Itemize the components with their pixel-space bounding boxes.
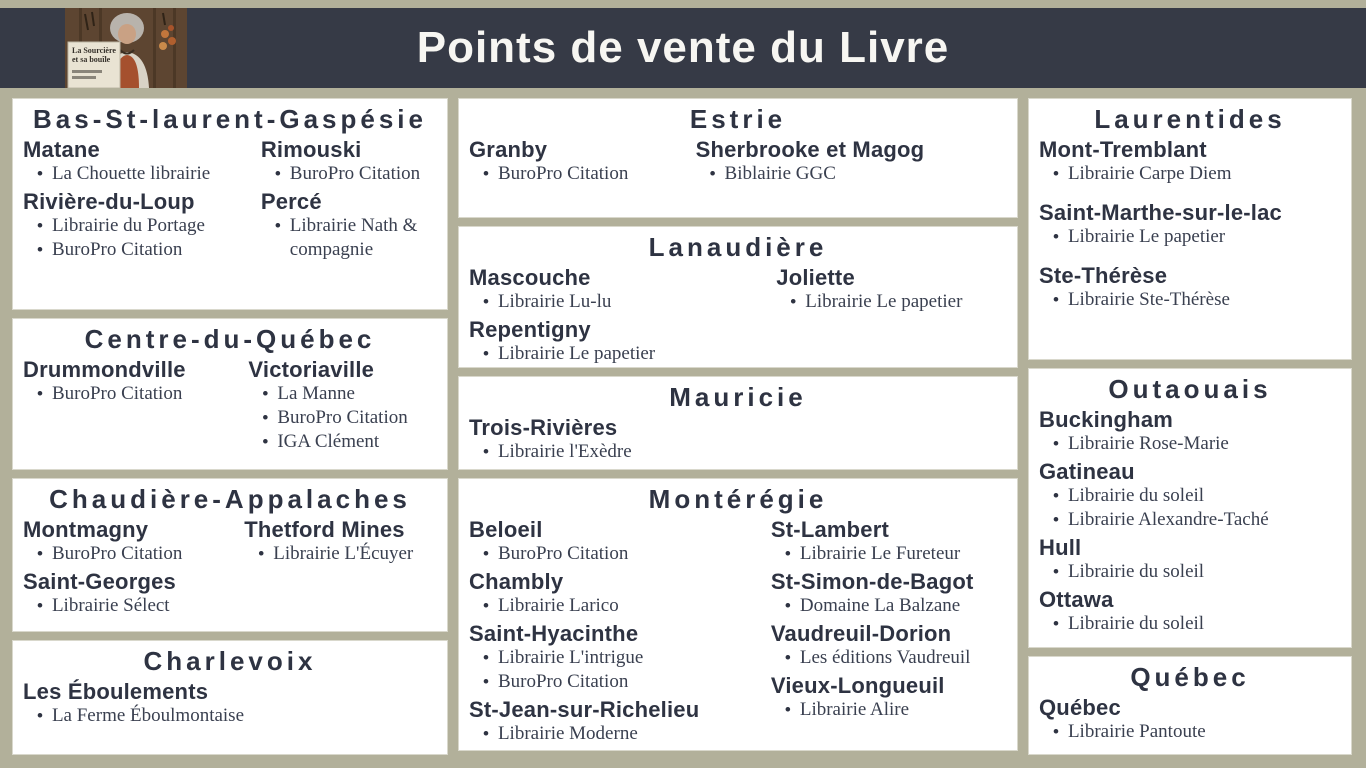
- city-group: [1039, 200, 1341, 249]
- store-name: La Manne: [277, 383, 355, 404]
- store-item: [275, 162, 443, 186]
- city-name: Sherbrooke et Magog: [695, 137, 925, 162]
- store-list: [771, 542, 1013, 566]
- city-group: [1039, 137, 1341, 186]
- region-body: [469, 415, 1007, 467]
- bullet-icon: •: [37, 706, 43, 725]
- store-name: Librairie du Portage: [51, 215, 205, 236]
- city-name: Thetford Mines: [244, 517, 405, 542]
- store-list: [1039, 288, 1341, 312]
- region-body: [469, 265, 1007, 368]
- bullet-icon: •: [483, 724, 489, 743]
- store-item: [37, 214, 255, 238]
- region-card: [12, 478, 448, 632]
- region-card: [12, 640, 448, 755]
- store-list: [261, 162, 443, 186]
- city-name: Vieux-Longueuil: [770, 673, 945, 698]
- city-group: [23, 137, 255, 186]
- bullet-icon: •: [784, 648, 791, 667]
- store-list: [261, 214, 443, 262]
- store-name: BuroPro Citation: [51, 383, 183, 404]
- store-name: BuroPro Citation: [277, 407, 408, 428]
- bullet-icon: •: [784, 596, 791, 615]
- store-name: Librairie Le papetier: [1067, 226, 1226, 247]
- region-subcolumn: [23, 357, 242, 457]
- store-name: Domaine La Balzane: [799, 595, 961, 616]
- city-name: Ste-Thérèse: [1039, 263, 1168, 288]
- store-name: Librairie Ste-Thérèse: [1067, 289, 1230, 310]
- store-name: BuroPro Citation: [497, 543, 629, 564]
- store-list: [771, 698, 1013, 722]
- region-title: Québec: [1130, 662, 1250, 692]
- store-list: [469, 162, 690, 186]
- store-item: [790, 290, 1013, 314]
- store-item: [1053, 288, 1341, 312]
- region-subcolumn: [248, 357, 443, 457]
- store-name: Librairie du soleil: [1067, 613, 1205, 634]
- city-name: Rimouski: [260, 137, 362, 162]
- store-list: [23, 214, 255, 262]
- store-item: [483, 290, 770, 314]
- store-item: [37, 704, 437, 728]
- store-name: Librairie Nath & compagnie: [289, 215, 418, 260]
- region-card: [12, 318, 448, 470]
- city-group: [469, 415, 1007, 464]
- city-group: [23, 357, 242, 406]
- store-list: [469, 342, 770, 366]
- store-item: [37, 594, 238, 618]
- city-name: Mascouche: [469, 265, 591, 290]
- city-group: [23, 189, 255, 262]
- bullet-icon: •: [1053, 227, 1059, 246]
- bullet-icon: •: [1053, 164, 1059, 183]
- city-group: [1039, 695, 1341, 744]
- bullet-icon: •: [1053, 722, 1059, 741]
- store-item: [785, 594, 1013, 618]
- city-name: Québec: [1039, 695, 1121, 720]
- store-list: [248, 382, 443, 454]
- city-group: [469, 317, 770, 366]
- city-name: Montmagny: [23, 517, 149, 542]
- bullet-icon: •: [483, 672, 489, 691]
- bullet-icon: •: [1053, 614, 1059, 633]
- store-name: Librairie Carpe Diem: [1067, 163, 1232, 184]
- bullet-icon: •: [37, 596, 43, 615]
- store-list: [469, 290, 770, 314]
- bullet-icon: •: [483, 648, 489, 667]
- store-item: [262, 406, 443, 430]
- city-name: Repentigny: [469, 317, 591, 342]
- city-name: St-Lambert: [770, 517, 890, 542]
- region-title: Centre-du-Québec: [84, 324, 376, 354]
- region-subcolumn: [776, 265, 1013, 368]
- region-title: Bas-St-laurent-Gaspésie: [33, 104, 427, 134]
- board-column-2: [458, 98, 1018, 751]
- bullet-icon: •: [784, 700, 791, 719]
- region-subcolumn: [23, 679, 437, 731]
- city-group: [261, 189, 443, 262]
- city-group: [469, 137, 690, 186]
- store-item: [483, 542, 765, 566]
- store-item: [483, 162, 690, 186]
- store-list: [23, 594, 238, 618]
- store-list: [23, 542, 238, 566]
- city-name: Saint-Hyacinthe: [469, 621, 639, 646]
- region-title: Outaouais: [1108, 374, 1272, 404]
- region-subcolumn: [696, 137, 1013, 189]
- store-name: BuroPro Citation: [51, 239, 183, 260]
- bullet-icon: •: [37, 544, 43, 563]
- bullet-icon: •: [1053, 290, 1059, 309]
- store-item: [483, 594, 765, 618]
- region-card: [458, 478, 1018, 751]
- city-group: [696, 137, 1013, 186]
- city-name: Mont-Tremblant: [1039, 137, 1207, 162]
- store-item: [1053, 560, 1341, 584]
- store-item: [262, 430, 443, 454]
- store-name: Librairie Pantoute: [1067, 721, 1206, 742]
- city-name: Joliette: [776, 265, 855, 290]
- store-name: Librairie Le papetier: [805, 291, 963, 312]
- bullet-icon: •: [274, 216, 281, 235]
- city-name: Saint-Georges: [23, 569, 176, 594]
- board-column-3: [1028, 98, 1352, 755]
- store-name: Librairie Le Fureteur: [799, 543, 961, 564]
- store-item: [275, 214, 443, 262]
- region-body: [1039, 137, 1341, 326]
- city-group: [771, 517, 1013, 566]
- city-name: Percé: [260, 189, 322, 214]
- city-group: [23, 569, 238, 618]
- city-group: [1039, 535, 1341, 584]
- region-subcolumn: [469, 265, 770, 368]
- bullet-icon: •: [483, 544, 489, 563]
- city-group: [1039, 263, 1341, 312]
- store-list: [1039, 720, 1341, 744]
- region-card: [458, 376, 1018, 470]
- region-body: [469, 137, 1007, 189]
- store-item: [262, 382, 443, 406]
- bullet-icon: •: [1053, 562, 1059, 581]
- region-subcolumn: [469, 137, 690, 189]
- store-name: BuroPro Citation: [497, 671, 629, 692]
- city-name: Victoriaville: [248, 357, 375, 382]
- regions-board: [12, 98, 1352, 755]
- store-list: [244, 542, 443, 566]
- store-item: [1053, 508, 1341, 532]
- region-body: [23, 357, 437, 457]
- city-name: Vaudreuil-Dorion: [770, 621, 952, 646]
- city-group: [1039, 459, 1341, 532]
- store-list: [469, 722, 765, 746]
- city-group: [469, 569, 765, 618]
- store-list: [1039, 612, 1341, 636]
- region-body: [1039, 695, 1341, 747]
- bullet-icon: •: [258, 544, 265, 563]
- store-name: BuroPro Citation: [289, 163, 421, 184]
- region-card: [12, 98, 448, 310]
- store-name: Librairie Moderne: [497, 723, 638, 744]
- bullet-icon: •: [37, 384, 43, 403]
- store-item: [483, 722, 765, 746]
- book-cover-title-line1: La Sourcière: [72, 46, 116, 55]
- store-item: [785, 542, 1013, 566]
- store-item: [1053, 484, 1341, 508]
- bullet-icon: •: [483, 292, 489, 311]
- region-subcolumn: [244, 517, 443, 621]
- bullet-icon: •: [709, 164, 716, 183]
- region-card: [1028, 98, 1352, 360]
- city-name: St-Simon-de-Bagot: [770, 569, 974, 594]
- region-subcolumn: [23, 517, 238, 621]
- region-subcolumn: [23, 137, 255, 265]
- region-body: [23, 137, 437, 265]
- bullet-icon: •: [483, 596, 489, 615]
- store-name: La Ferme Éboulmontaise: [51, 705, 245, 726]
- bullet-icon: •: [483, 344, 489, 363]
- store-name: Librairie l'Exèdre: [497, 441, 632, 462]
- store-list: [469, 646, 765, 694]
- city-name: Trois-Rivières: [469, 415, 618, 440]
- city-group: [469, 265, 770, 314]
- bullet-icon: •: [1053, 510, 1059, 529]
- store-item: [1053, 162, 1341, 186]
- bullet-icon: •: [37, 240, 43, 259]
- store-list: [1039, 560, 1341, 584]
- city-group: [469, 517, 765, 566]
- store-item: [785, 698, 1013, 722]
- bullet-icon: •: [1053, 434, 1059, 453]
- region-title: Montérégie: [648, 484, 828, 514]
- board-column-1: [12, 98, 448, 755]
- region-subcolumn: [469, 415, 1007, 467]
- store-name: Librairie Alire: [799, 699, 910, 720]
- store-list: [771, 646, 1013, 670]
- store-item: [37, 162, 255, 186]
- bullet-icon: •: [790, 292, 797, 311]
- city-name: Drummondville: [23, 357, 186, 382]
- store-item: [1053, 612, 1341, 636]
- store-name: BuroPro Citation: [497, 163, 629, 184]
- store-item: [37, 542, 238, 566]
- store-item: [483, 342, 770, 366]
- store-name: IGA Clément: [277, 431, 380, 452]
- city-name: Chambly: [469, 569, 564, 594]
- store-item: [37, 382, 242, 406]
- region-body: [1039, 407, 1341, 639]
- store-item: [483, 646, 765, 670]
- store-list: [469, 594, 765, 618]
- page-title: Points de vente du Livre: [416, 23, 950, 72]
- store-item: [710, 162, 1013, 186]
- city-group: [244, 517, 443, 566]
- store-list: [1039, 225, 1341, 249]
- store-name: Librairie Alexandre-Taché: [1067, 509, 1269, 530]
- store-name: Librairie du soleil: [1067, 485, 1205, 506]
- city-name: Matane: [23, 137, 100, 162]
- store-list: [696, 162, 1013, 186]
- bullet-icon: •: [784, 544, 791, 563]
- store-item: [258, 542, 443, 566]
- store-item: [785, 646, 1013, 670]
- store-list: [1039, 484, 1341, 532]
- city-name: Hull: [1039, 535, 1082, 560]
- store-item: [37, 238, 255, 262]
- region-subcolumn: [469, 517, 765, 749]
- city-name: Granby: [469, 137, 548, 162]
- city-name: Beloeil: [469, 517, 543, 542]
- store-name: Les éditions Vaudreuil: [799, 647, 971, 668]
- store-list: [776, 290, 1013, 314]
- region-body: [469, 517, 1007, 749]
- store-name: Librairie Larico: [497, 595, 619, 616]
- city-group: [248, 357, 443, 454]
- city-group: [1039, 587, 1341, 636]
- bullet-icon: •: [262, 408, 269, 427]
- bullet-icon: •: [483, 164, 489, 183]
- store-name: Librairie Sélect: [51, 595, 170, 616]
- region-body: [23, 679, 437, 731]
- region-subcolumn: [1039, 407, 1341, 639]
- city-group: [771, 569, 1013, 618]
- store-list: [771, 594, 1013, 618]
- store-name: Librairie Lu-lu: [497, 291, 612, 312]
- store-list: [1039, 432, 1341, 456]
- header-bar: [0, 8, 1366, 88]
- region-title: Charlevoix: [143, 646, 317, 676]
- book-cover-title-line2: et sa bouîle: [72, 55, 111, 64]
- region-title: Lanaudière: [648, 232, 828, 262]
- store-list: [23, 704, 437, 728]
- bullet-icon: •: [37, 164, 43, 183]
- store-item: [1053, 225, 1341, 249]
- region-body: [23, 517, 437, 621]
- region-card: [458, 98, 1018, 218]
- bullet-icon: •: [483, 442, 489, 461]
- store-name: Biblairie GGC: [724, 163, 836, 184]
- city-group: [23, 679, 437, 728]
- region-subcolumn: [771, 517, 1013, 749]
- store-list: [469, 542, 765, 566]
- store-name: Librairie Rose-Marie: [1067, 433, 1229, 454]
- bullet-icon: •: [274, 164, 281, 183]
- region-title: Estrie: [689, 104, 787, 134]
- bullet-icon: •: [262, 384, 269, 403]
- region-card: [1028, 656, 1352, 755]
- store-item: [483, 670, 765, 694]
- region-title: Mauricie: [669, 382, 807, 412]
- store-name: Librairie Le papetier: [497, 343, 656, 364]
- store-item: [1053, 720, 1341, 744]
- region-card: [458, 226, 1018, 368]
- city-name: Saint-Marthe-sur-le-lac: [1039, 200, 1282, 225]
- region-title: Chaudière-Appalaches: [49, 484, 411, 514]
- store-item: [483, 440, 1007, 464]
- region-subcolumn: [1039, 137, 1341, 326]
- store-name: Librairie du soleil: [1067, 561, 1205, 582]
- city-group: [776, 265, 1013, 314]
- store-list: [23, 382, 242, 406]
- region-subcolumn: [261, 137, 443, 265]
- city-group: [23, 517, 238, 566]
- store-name: BuroPro Citation: [51, 543, 183, 564]
- region-subcolumn: [1039, 695, 1341, 747]
- store-name: Librairie L'intrigue: [497, 647, 644, 668]
- city-group: [771, 621, 1013, 670]
- city-name: Les Éboulements: [23, 679, 209, 704]
- city-group: [469, 697, 765, 746]
- store-list: [469, 440, 1007, 464]
- region-title: Laurentides: [1094, 104, 1286, 134]
- region-card: [1028, 368, 1352, 648]
- store-name: La Chouette librairie: [51, 163, 211, 184]
- bullet-icon: •: [262, 432, 269, 451]
- city-group: [771, 673, 1013, 722]
- bullet-icon: •: [1053, 486, 1059, 505]
- city-group: [261, 137, 443, 186]
- city-group: [469, 621, 765, 694]
- city-name: Buckingham: [1039, 407, 1174, 432]
- city-group: [1039, 407, 1341, 456]
- city-name: Rivière-du-Loup: [23, 189, 195, 214]
- store-list: [23, 162, 255, 186]
- city-name: Gatineau: [1039, 459, 1135, 484]
- city-name: Ottawa: [1039, 587, 1114, 612]
- bullet-icon: •: [37, 216, 43, 235]
- city-name: St-Jean-sur-Richelieu: [469, 697, 700, 722]
- store-item: [1053, 432, 1341, 456]
- store-name: Librairie L'Écuyer: [273, 543, 414, 564]
- store-list: [1039, 162, 1341, 186]
